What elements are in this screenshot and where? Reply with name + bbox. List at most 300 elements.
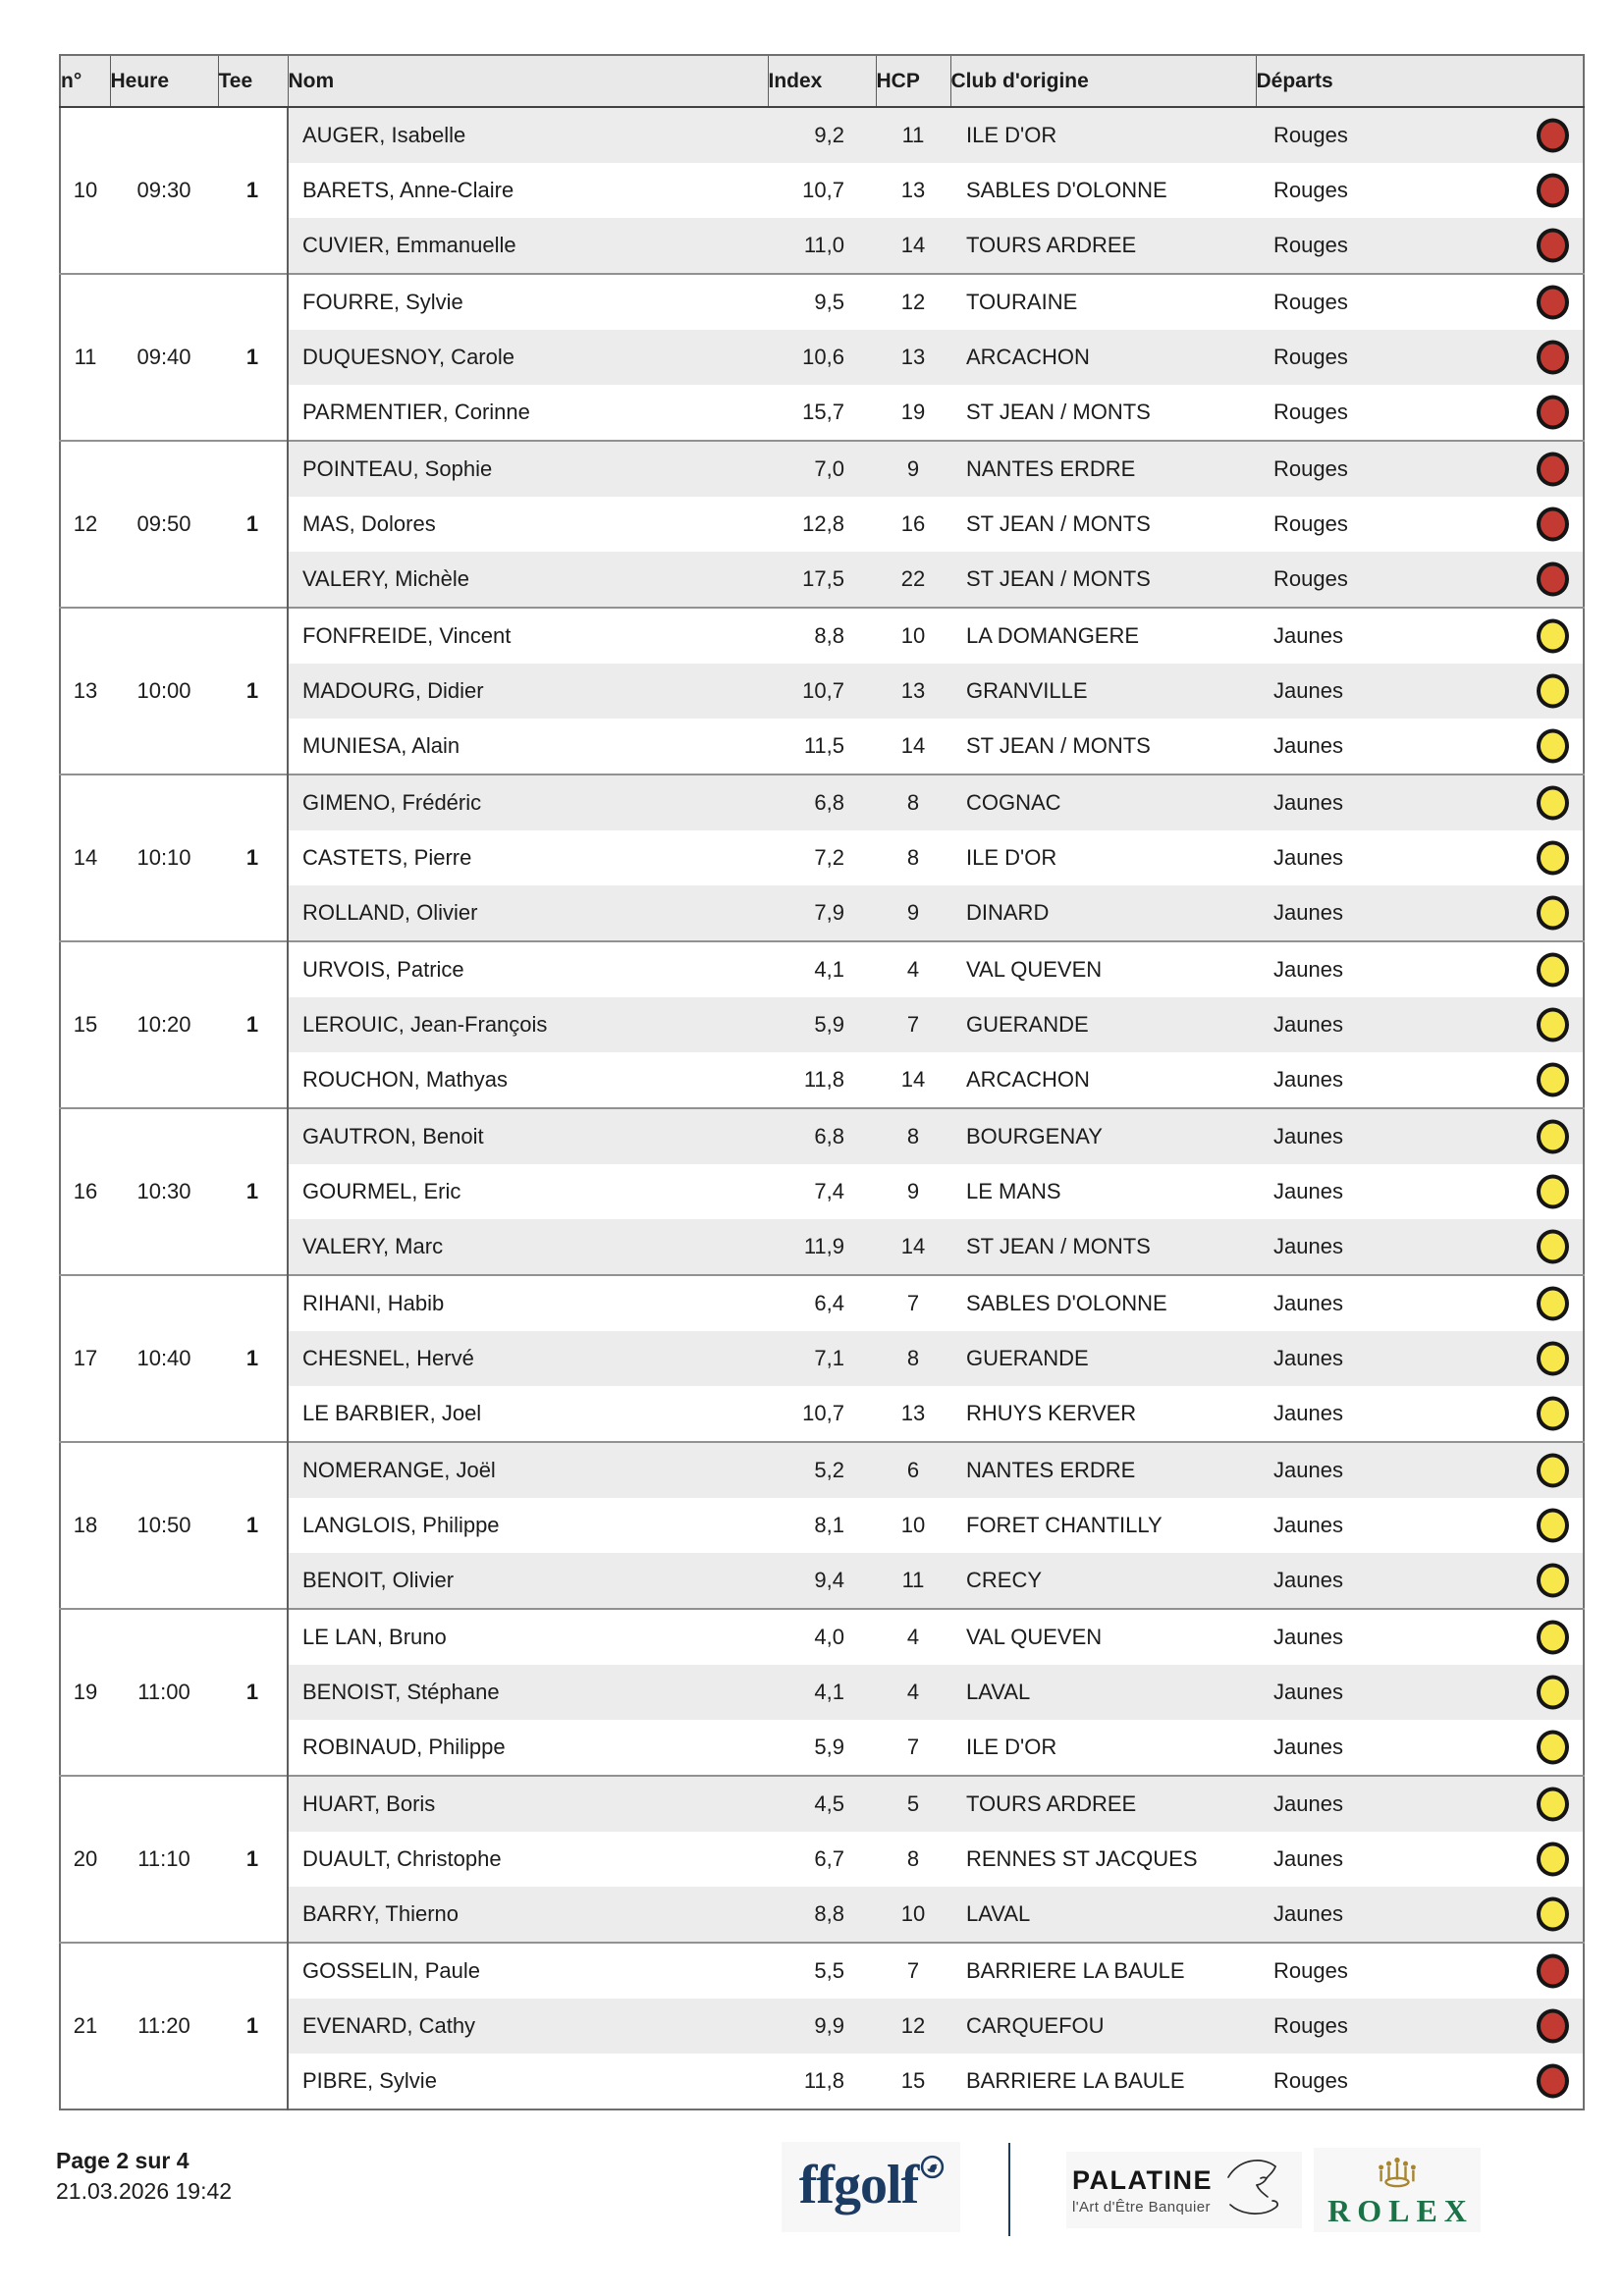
player-index: 9,9 [768, 1999, 876, 2054]
player-row [60, 1331, 1584, 1386]
tee-time-group [60, 1108, 1584, 1275]
player-club: SABLES D'OLONNE [966, 1291, 1167, 1315]
player-index: 12,8 [802, 511, 844, 536]
player-club: ST JEAN / MONTS [966, 400, 1151, 424]
tee-color-dot-icon [1537, 786, 1569, 821]
player-name: CASTETS, Pierre [302, 845, 472, 870]
player-row [60, 719, 1584, 774]
player-name: LE LAN, Bruno [302, 1625, 447, 1649]
rolex-crown-icon [1372, 2155, 1423, 2193]
player-index: 11,9 [768, 1219, 876, 1275]
group-start-time: 11:20 [110, 1943, 218, 2109]
group-tee-number: 1 [218, 774, 288, 941]
tee-color-dot-icon [1537, 619, 1569, 654]
player-departs-cell [1256, 885, 1584, 941]
departs-label: Jaunes [1273, 678, 1343, 703]
departs-label: Jaunes [1273, 790, 1343, 815]
tee-color-dot-icon [1537, 562, 1569, 597]
player-index: 5,2 [768, 1442, 876, 1498]
group-start-time: 11:10 [110, 1776, 218, 1943]
player-club: CRECY [950, 1553, 1256, 1609]
col-header-index: Index [768, 55, 876, 107]
group-tee-number: 1 [218, 1275, 288, 1442]
group-number: 14 [60, 774, 110, 941]
tee-color-dot-icon [1537, 1230, 1569, 1264]
player-index: 7,2 [814, 845, 844, 870]
departs-label: Jaunes [1273, 1401, 1343, 1425]
player-row [60, 1052, 1584, 1108]
player-name: GOSSELIN, Paule [302, 1958, 480, 1983]
departs-label: Rouges [1273, 456, 1348, 481]
departs-label: Jaunes [1273, 1568, 1343, 1592]
player-club: ARCACHON [950, 330, 1256, 385]
group-start-time: 09:40 [110, 274, 218, 441]
tee-color-dot-icon [1537, 174, 1569, 208]
player-index: 9,2 [768, 107, 876, 163]
player-index: 4,5 [768, 1776, 876, 1832]
departs-label: Rouges [1273, 290, 1348, 314]
player-departs-cell [1256, 1553, 1584, 1609]
player-name: EVENARD, Cathy [288, 1999, 768, 2054]
player-departs-cell [1256, 163, 1584, 218]
player-club: ST JEAN / MONTS [966, 733, 1151, 758]
palatine-logo [1066, 2152, 1302, 2228]
player-index: 9,5 [814, 290, 844, 314]
departs-label: Jaunes [1273, 957, 1343, 982]
player-hcp: 14 [900, 1067, 926, 1092]
player-row [60, 1108, 1584, 1164]
tee-color-dot-icon [1537, 1842, 1569, 1877]
player-row [60, 664, 1584, 719]
player-name: POINTEAU, Sophie [288, 441, 768, 497]
player-hcp: 4 [906, 1625, 920, 1649]
player-row [60, 1609, 1584, 1665]
group-number: 13 [60, 608, 110, 774]
player-departs-cell [1256, 1164, 1584, 1219]
group-tee-number: 1 [218, 1776, 288, 1943]
player-departs-cell [1256, 997, 1584, 1052]
player-hcp: 7 [906, 1291, 920, 1315]
player-club: BOURGENAY [950, 1108, 1256, 1164]
player-index: 6,4 [814, 1291, 844, 1315]
player-index: 5,9 [814, 1735, 844, 1759]
player-departs-cell [1256, 441, 1584, 497]
group-start-time: 11:00 [110, 1609, 218, 1776]
group-number: 19 [60, 1609, 110, 1776]
player-departs-cell [1256, 2054, 1584, 2109]
player-index: 11,8 [803, 1067, 844, 1092]
departs-label: Jaunes [1273, 1625, 1343, 1649]
group-start-time: 10:00 [110, 608, 218, 774]
player-departs-cell [1256, 1442, 1584, 1498]
player-index: 8,8 [768, 1887, 876, 1943]
player-departs-cell [1256, 385, 1584, 441]
tee-time-group [60, 274, 1584, 441]
player-departs-cell [1256, 1887, 1584, 1943]
departs-label: Rouges [1273, 178, 1348, 202]
player-index: 11,8 [803, 2068, 844, 2093]
player-club: LE MANS [966, 1179, 1061, 1203]
player-hcp: 13 [876, 664, 950, 719]
player-row [60, 1219, 1584, 1275]
group-start-time: 10:50 [110, 1442, 218, 1609]
ffgolf-wordmark: ffgolf [798, 2155, 919, 2216]
player-index: 4,0 [814, 1625, 844, 1649]
player-index: 7,1 [768, 1331, 876, 1386]
player-name: GOURMEL, Eric [302, 1179, 461, 1203]
group-number: 18 [60, 1442, 110, 1609]
group-number: 15 [60, 941, 110, 1108]
player-name: LE BARBIER, Joel [302, 1401, 482, 1425]
player-name: CHESNEL, Hervé [288, 1331, 768, 1386]
player-club: ST JEAN / MONTS [966, 511, 1151, 536]
tee-time-group [60, 1943, 1584, 2109]
player-departs-cell [1256, 1776, 1584, 1832]
tee-color-dot-icon [1537, 1954, 1569, 1989]
player-row [60, 1999, 1584, 2054]
player-name: FONFREIDE, Vincent [302, 623, 512, 648]
tee-time-group [60, 107, 1584, 274]
departs-label: Jaunes [1273, 1513, 1343, 1537]
player-departs-cell [1256, 1108, 1584, 1164]
player-index: 10,6 [768, 330, 876, 385]
player-hcp: 14 [900, 733, 926, 758]
player-name: HUART, Boris [288, 1776, 768, 1832]
player-row [60, 274, 1584, 330]
tee-color-dot-icon [1537, 1676, 1569, 1710]
player-club: ILE D'OR [950, 107, 1256, 163]
player-hcp: 15 [900, 2068, 926, 2093]
tee-color-dot-icon [1537, 507, 1569, 542]
player-hcp: 7 [906, 1958, 920, 1983]
tee-color-dot-icon [1537, 1454, 1569, 1488]
player-row [60, 385, 1584, 441]
player-row [60, 552, 1584, 608]
player-row [60, 497, 1584, 552]
departs-label: Jaunes [1273, 845, 1343, 870]
group-number: 12 [60, 441, 110, 608]
player-index: 8,1 [814, 1513, 844, 1537]
player-index: 7,0 [768, 441, 876, 497]
player-departs-cell [1256, 1665, 1584, 1720]
col-header-heure: Heure [110, 55, 218, 107]
player-club: RENNES ST JACQUES [966, 1846, 1198, 1871]
player-hcp: 5 [876, 1776, 950, 1832]
player-club: GUERANDE [950, 1331, 1256, 1386]
group-tee-number: 1 [218, 941, 288, 1108]
tee-color-dot-icon [1537, 1287, 1569, 1321]
player-departs-cell [1256, 497, 1584, 552]
group-number: 20 [60, 1776, 110, 1943]
player-row [60, 774, 1584, 830]
player-name: MADOURG, Didier [288, 664, 768, 719]
departs-label: Jaunes [1273, 1735, 1343, 1759]
player-departs-cell [1256, 107, 1584, 163]
player-club: FORET CHANTILLY [966, 1513, 1163, 1537]
player-departs-cell [1256, 941, 1584, 997]
player-name: CUVIER, Emmanuelle [288, 218, 768, 274]
player-row [60, 441, 1584, 497]
tee-color-dot-icon [1537, 1397, 1569, 1431]
player-hcp: 6 [876, 1442, 950, 1498]
player-club: DINARD [950, 885, 1256, 941]
tee-color-dot-icon [1537, 229, 1569, 263]
player-club: ST JEAN / MONTS [950, 552, 1256, 608]
player-hcp: 9 [876, 885, 950, 941]
tee-color-dot-icon [1537, 896, 1569, 931]
group-tee-number: 1 [218, 274, 288, 441]
player-name: MUNIESA, Alain [302, 733, 460, 758]
player-name: GIMENO, Frédéric [288, 774, 768, 830]
player-hcp: 13 [900, 178, 926, 202]
rolex-wordmark: ROLEX [1327, 2192, 1474, 2228]
group-number: 21 [60, 1943, 110, 2109]
player-name: DUAULT, Christophe [302, 1846, 502, 1871]
player-club: GUERANDE [950, 997, 1256, 1052]
player-hcp: 16 [900, 511, 926, 536]
group-tee-number: 1 [218, 1108, 288, 1275]
player-club: VAL QUEVEN [966, 1625, 1103, 1649]
player-index: 10,7 [768, 664, 876, 719]
ffgolf-rooster-icon [920, 2155, 945, 2184]
player-hcp: 10 [900, 1513, 926, 1537]
tee-color-dot-icon [1537, 2009, 1569, 2044]
tee-time-group [60, 1275, 1584, 1442]
departs-label: Jaunes [1273, 1234, 1343, 1258]
departs-label: Jaunes [1273, 1846, 1343, 1871]
departs-label: Jaunes [1273, 1291, 1343, 1315]
player-departs-cell [1256, 1943, 1584, 1999]
rolex-logo [1314, 2148, 1481, 2232]
group-tee-number: 1 [218, 1943, 288, 2109]
player-hcp: 8 [876, 1108, 950, 1164]
player-name: BENOIST, Stéphane [288, 1665, 768, 1720]
print-datetime: 21.03.2026 19:42 [56, 2178, 233, 2205]
player-row [60, 941, 1584, 997]
departs-label: Rouges [1273, 233, 1348, 257]
tee-color-dot-icon [1537, 341, 1569, 375]
table-header [60, 55, 1584, 107]
player-row [60, 2054, 1584, 2109]
player-name: PIBRE, Sylvie [302, 2068, 437, 2093]
tee-color-dot-icon [1537, 286, 1569, 320]
player-departs-cell [1256, 1052, 1584, 1108]
tee-time-group [60, 774, 1584, 941]
player-name: BENOIT, Olivier [288, 1553, 768, 1609]
player-departs-cell [1256, 1999, 1584, 2054]
player-row [60, 163, 1584, 218]
player-name: ROLLAND, Olivier [288, 885, 768, 941]
player-index: 11,5 [803, 733, 844, 758]
player-index: 10,7 [802, 1401, 844, 1425]
tee-color-dot-icon [1537, 674, 1569, 709]
player-index: 17,5 [768, 552, 876, 608]
group-start-time: 10:10 [110, 774, 218, 941]
start-list-table [59, 54, 1585, 2110]
col-header-num: n° [60, 55, 110, 107]
player-name: FOURRE, Sylvie [302, 290, 463, 314]
player-row [60, 1164, 1584, 1219]
player-club: TOURAINE [966, 290, 1078, 314]
player-departs-cell [1256, 1609, 1584, 1665]
player-club: COGNAC [950, 774, 1256, 830]
group-number: 17 [60, 1275, 110, 1442]
player-club: NANTES ERDRE [950, 1442, 1256, 1498]
group-tee-number: 1 [218, 441, 288, 608]
player-club: CARQUEFOU [950, 1999, 1256, 2054]
player-name: LEROUIC, Jean-François [288, 997, 768, 1052]
departs-label: Rouges [1273, 1958, 1348, 1983]
col-header-departs: Départs [1256, 55, 1584, 107]
col-header-nom: Nom [288, 55, 768, 107]
player-hcp: 8 [876, 1331, 950, 1386]
departs-label: Rouges [1273, 511, 1348, 536]
player-index: 5,9 [768, 997, 876, 1052]
player-row [60, 1832, 1584, 1887]
departs-label: Jaunes [1273, 1791, 1343, 1816]
player-hcp: 19 [900, 400, 926, 424]
tee-color-dot-icon [1537, 729, 1569, 764]
player-hcp: 8 [906, 1846, 920, 1871]
player-index: 5,5 [814, 1958, 844, 1983]
player-hcp: 14 [876, 218, 950, 274]
player-name: NOMERANGE, Joël [288, 1442, 768, 1498]
tee-time-group [60, 1442, 1584, 1609]
palatine-wordmark: PALATINE [1072, 2164, 1213, 2195]
departs-label: Rouges [1273, 345, 1348, 369]
player-name: PARMENTIER, Corinne [302, 400, 530, 424]
player-row [60, 997, 1584, 1052]
col-header-hcp: HCP [876, 55, 950, 107]
departs-label: Jaunes [1273, 1179, 1343, 1203]
player-index: 6,8 [768, 1108, 876, 1164]
player-club: LAVAL [950, 1665, 1256, 1720]
player-departs-cell [1256, 274, 1584, 330]
player-departs-cell [1256, 608, 1584, 664]
player-club: ILE D'OR [966, 845, 1057, 870]
group-tee-number: 1 [218, 1609, 288, 1776]
tee-color-dot-icon [1537, 396, 1569, 430]
player-departs-cell [1256, 1832, 1584, 1887]
player-departs-cell [1256, 552, 1584, 608]
player-hcp: 12 [876, 1999, 950, 2054]
player-name: URVOIS, Patrice [302, 957, 464, 982]
page-info [56, 2146, 232, 2207]
player-index: 7,4 [814, 1179, 844, 1203]
player-row [60, 1887, 1584, 1943]
player-index: 8,8 [814, 623, 844, 648]
player-index: 7,9 [768, 885, 876, 941]
player-index: 6,7 [814, 1846, 844, 1871]
group-tee-number: 1 [218, 608, 288, 774]
player-row [60, 1665, 1584, 1720]
tee-time-group [60, 941, 1584, 1108]
player-index: 9,4 [768, 1553, 876, 1609]
player-departs-cell [1256, 1498, 1584, 1553]
player-hcp: 10 [876, 1887, 950, 1943]
palatine-tagline: l'Art d'Être Banquier [1072, 2198, 1211, 2216]
player-row [60, 330, 1584, 385]
player-departs-cell [1256, 330, 1584, 385]
player-row [60, 830, 1584, 885]
player-departs-cell [1256, 1386, 1584, 1442]
tee-color-dot-icon [1537, 1342, 1569, 1376]
departs-label: Rouges [1273, 566, 1348, 591]
player-club: TOURS ARDREE [950, 218, 1256, 274]
tee-color-dot-icon [1537, 1063, 1569, 1097]
player-name: ROBINAUD, Philippe [302, 1735, 506, 1759]
departs-label: Rouges [1273, 123, 1348, 147]
player-departs-cell [1256, 774, 1584, 830]
player-club: ARCACHON [966, 1067, 1090, 1092]
player-hcp: 11 [876, 107, 950, 163]
departs-label: Rouges [1273, 2068, 1348, 2093]
player-hcp: 9 [876, 441, 950, 497]
departs-label: Rouges [1273, 2013, 1348, 2038]
player-hcp: 12 [900, 290, 926, 314]
departs-label: Jaunes [1273, 1124, 1343, 1148]
player-index: 4,1 [814, 957, 844, 982]
departs-label: Jaunes [1273, 1901, 1343, 1926]
player-club: VAL QUEVEN [966, 957, 1103, 982]
departs-label: Jaunes [1273, 1458, 1343, 1482]
group-number: 16 [60, 1108, 110, 1275]
tee-color-dot-icon [1537, 1564, 1569, 1598]
player-row [60, 218, 1584, 274]
player-name: AUGER, Isabelle [288, 107, 768, 163]
player-index: 10,7 [802, 178, 844, 202]
tee-color-dot-icon [1537, 841, 1569, 876]
tee-time-group [60, 441, 1584, 608]
tee-color-dot-icon [1537, 1788, 1569, 1822]
sponsor-divider [1008, 2143, 1010, 2236]
player-departs-cell [1256, 218, 1584, 274]
player-hcp: 13 [876, 330, 950, 385]
player-row [60, 1442, 1584, 1498]
player-departs-cell [1256, 1720, 1584, 1776]
player-club: ST JEAN / MONTS [950, 1219, 1256, 1275]
tee-color-dot-icon [1537, 2064, 1569, 2099]
player-name: VALERY, Marc [288, 1219, 768, 1275]
player-hcp: 7 [906, 1735, 920, 1759]
player-hcp: 7 [876, 997, 950, 1052]
group-number: 11 [60, 274, 110, 441]
tee-color-dot-icon [1537, 1621, 1569, 1655]
departs-label: Jaunes [1273, 733, 1343, 758]
tee-color-dot-icon [1537, 119, 1569, 153]
tee-color-dot-icon [1537, 1008, 1569, 1042]
player-name: DUQUESNOY, Carole [288, 330, 768, 385]
page-number: Page 2 sur 4 [56, 2148, 189, 2173]
tee-color-dot-icon [1537, 1175, 1569, 1209]
player-club: LA DOMANGERE [966, 623, 1140, 648]
tee-color-dot-icon [1537, 1120, 1569, 1154]
departs-label: Jaunes [1273, 1680, 1343, 1704]
player-hcp: 13 [900, 1401, 926, 1425]
player-row [60, 1386, 1584, 1442]
player-departs-cell [1256, 830, 1584, 885]
player-row [60, 1943, 1584, 1999]
departs-label: Jaunes [1273, 623, 1343, 648]
tee-time-group [60, 1776, 1584, 1943]
player-club: ILE D'OR [966, 1735, 1057, 1759]
player-row [60, 1720, 1584, 1776]
group-number: 10 [60, 107, 110, 274]
group-start-time: 10:40 [110, 1275, 218, 1442]
player-name: ROUCHON, Mathyas [302, 1067, 509, 1092]
player-club: TOURS ARDREE [950, 1776, 1256, 1832]
player-row [60, 107, 1584, 163]
